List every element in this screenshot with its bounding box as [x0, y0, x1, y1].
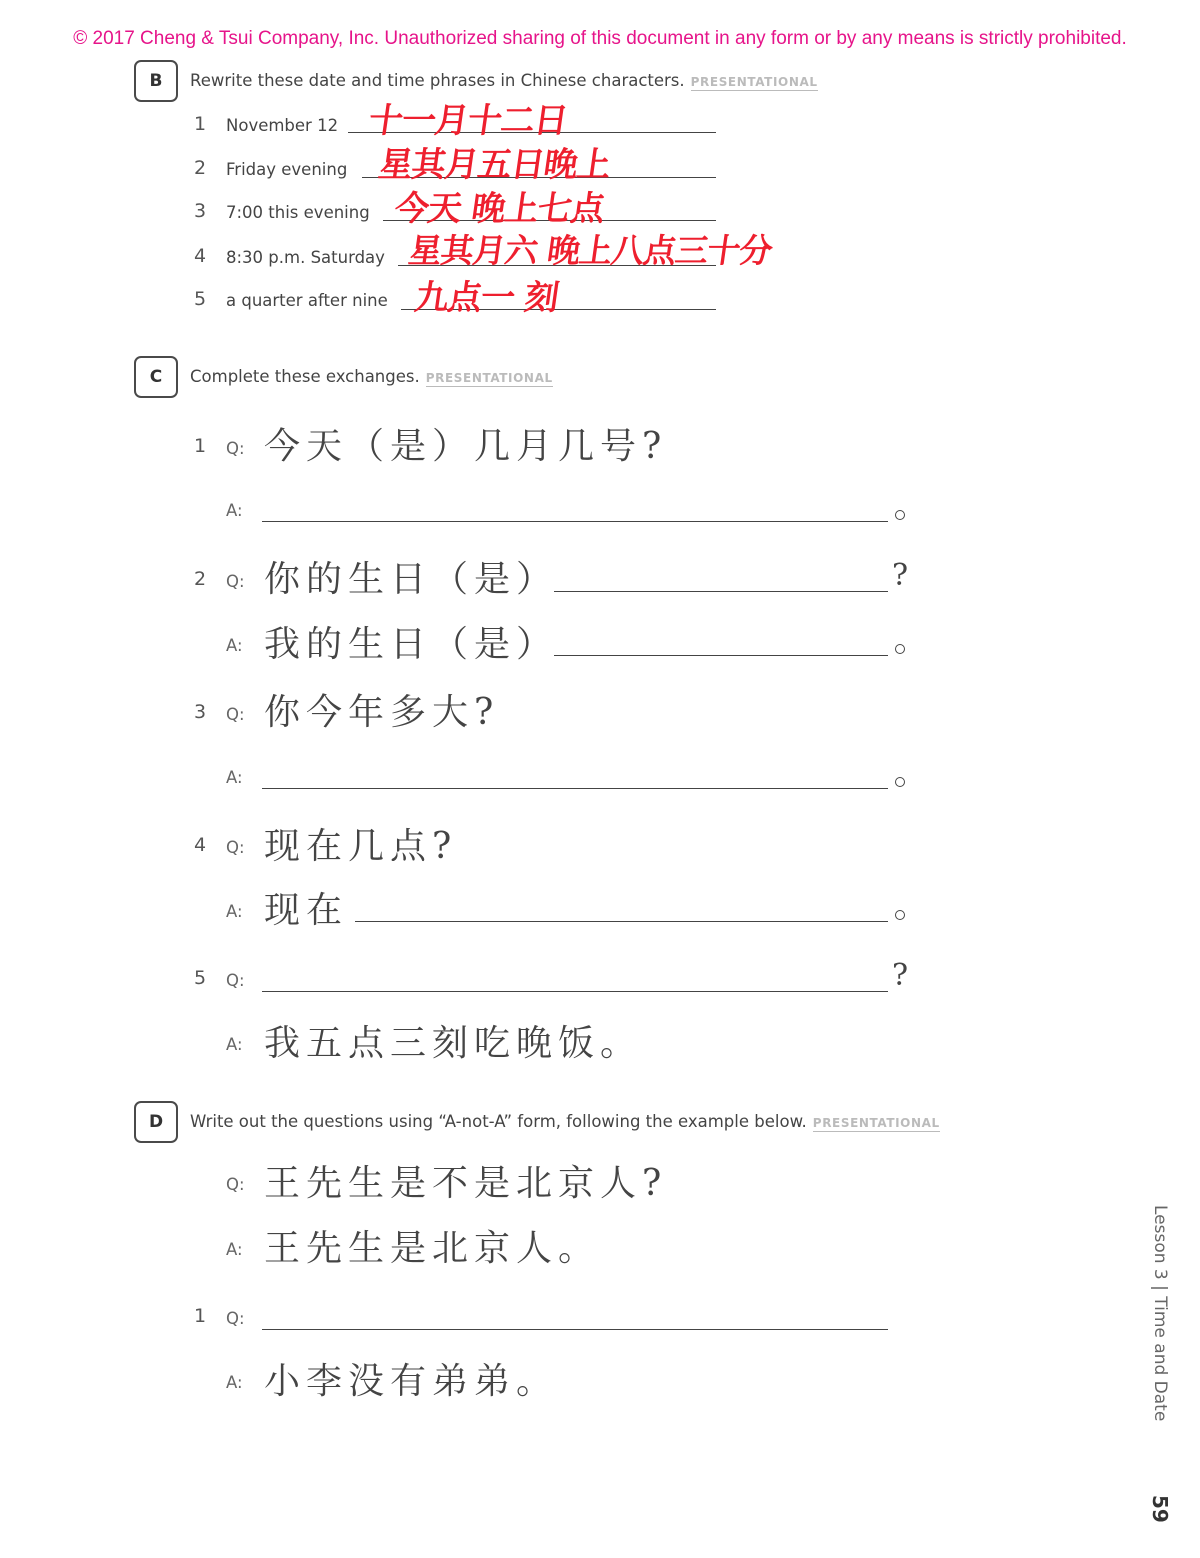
section-c-instruction: [190, 367, 553, 386]
c-item-5-question-mark: ?: [892, 958, 909, 993]
copyright-notice: © 2017 Cheng & Tsui Company, Inc. Unauthorized sharing of this document in any form or by any means is strictly prohibited.: [73, 28, 1127, 49]
section-d-instruction-text: Write out the questions using “A-not-A” form, following the example below.: [190, 1112, 807, 1131]
lesson-side-label: Lesson 3 | Time and Date: [1150, 1205, 1170, 1422]
d-example-question: 王先生是不是北京人?: [264, 1163, 668, 1204]
c-item-3-period: [895, 777, 905, 787]
c-item-5-q-label: Q:: [226, 971, 245, 990]
b-item-2-handwritten-answer: 星其月五日晚上: [376, 145, 613, 185]
c-item-2-question: 你的生日（是）: [264, 559, 559, 600]
c-item-4-answer-prefix: 现在: [264, 890, 349, 931]
c-item-4-answer-line[interactable]: [355, 921, 888, 922]
b-item-1-handwritten-answer: 十一月十二日: [366, 101, 570, 141]
b-item-1-phrase: November 12: [226, 116, 339, 135]
c-item-4-question: 现在几点?: [264, 826, 458, 867]
d-item-1-a-label: A:: [226, 1373, 243, 1392]
d-item-1-number: 1: [194, 1305, 207, 1327]
c-item-2-a-label: A:: [226, 636, 243, 655]
section-b-instruction: [190, 71, 818, 90]
c-item-1-number: 1: [194, 435, 207, 457]
d-example-a-label: A:: [226, 1240, 243, 1259]
section-d-instruction: [190, 1112, 940, 1131]
c-item-3-answer-line[interactable]: [262, 788, 888, 789]
page-number: 59: [1148, 1495, 1172, 1523]
c-item-5-question-line[interactable]: [262, 991, 888, 992]
b-item-4-handwritten-answer: 星其月六 晚上八点三十分: [406, 231, 775, 270]
c-item-5-answer: 我五点三刻吃晚饭。: [264, 1023, 643, 1064]
c-item-4-a-label: A:: [226, 902, 243, 921]
c-item-3-a-label: A:: [226, 768, 243, 787]
c-item-2-question-line[interactable]: [554, 591, 888, 592]
b-item-1-number: 1: [194, 113, 207, 135]
b-item-4-phrase: 8:30 p.m. Saturday: [226, 248, 385, 267]
b-item-3-phrase: 7:00 this evening: [226, 203, 370, 222]
c-item-1-period: [895, 510, 905, 520]
section-b-badge: B: [134, 60, 178, 102]
c-item-1-answer-line[interactable]: [262, 521, 888, 522]
d-example-q-label: Q:: [226, 1175, 245, 1194]
c-item-2-q-label: Q:: [226, 572, 245, 591]
d-item-1-question-line[interactable]: [262, 1329, 888, 1330]
c-item-3-question: 你今年多大?: [264, 692, 500, 733]
c-item-3-q-label: Q:: [226, 705, 245, 724]
b-item-5-number: 5: [194, 288, 207, 310]
d-example-answer: 王先生是北京人。: [264, 1228, 601, 1269]
section-b-instruction-text: Rewrite these date and time phrases in Chinese characters.: [190, 71, 685, 90]
b-item-5-phrase: a quarter after nine: [226, 291, 388, 310]
c-item-5-a-label: A:: [226, 1035, 243, 1054]
c-item-2-question-mark: ?: [892, 558, 909, 593]
c-item-1-a-label: A:: [226, 501, 243, 520]
section-b-tag: PRESENTATIONAL: [690, 75, 818, 89]
c-item-3-number: 3: [194, 701, 207, 723]
c-item-4-number: 4: [194, 834, 207, 856]
b-item-3-handwritten-answer: 今天 晚上七点: [392, 189, 607, 229]
b-item-2-number: 2: [194, 157, 207, 179]
c-item-2-number: 2: [194, 568, 207, 590]
section-d-badge: D: [134, 1101, 178, 1143]
section-c-badge: C: [134, 356, 178, 398]
section-c-instruction-text: Complete these exchanges.: [190, 367, 420, 386]
c-item-5-number: 5: [194, 967, 207, 989]
b-item-3-number: 3: [194, 200, 207, 222]
c-item-1-q-label: Q:: [226, 439, 245, 458]
section-d-tag: PRESENTATIONAL: [812, 1116, 940, 1130]
b-item-5-handwritten-answer: 九点一 刻: [412, 278, 561, 318]
c-item-4-q-label: Q:: [226, 838, 245, 857]
c-item-2-answer-line[interactable]: [554, 655, 888, 656]
c-item-2-answer-prefix: 我的生日（是）: [264, 624, 559, 665]
b-item-4-number: 4: [194, 245, 207, 267]
b-item-2-phrase: Friday evening: [226, 160, 348, 179]
d-item-1-q-label: Q:: [226, 1309, 245, 1328]
d-item-1-answer: 小李没有弟弟。: [264, 1361, 559, 1402]
c-item-4-period: [895, 910, 905, 920]
c-item-1-question: 今天（是）几月几号?: [264, 426, 668, 467]
c-item-2-period: [895, 644, 905, 654]
section-c-tag: PRESENTATIONAL: [425, 371, 553, 385]
